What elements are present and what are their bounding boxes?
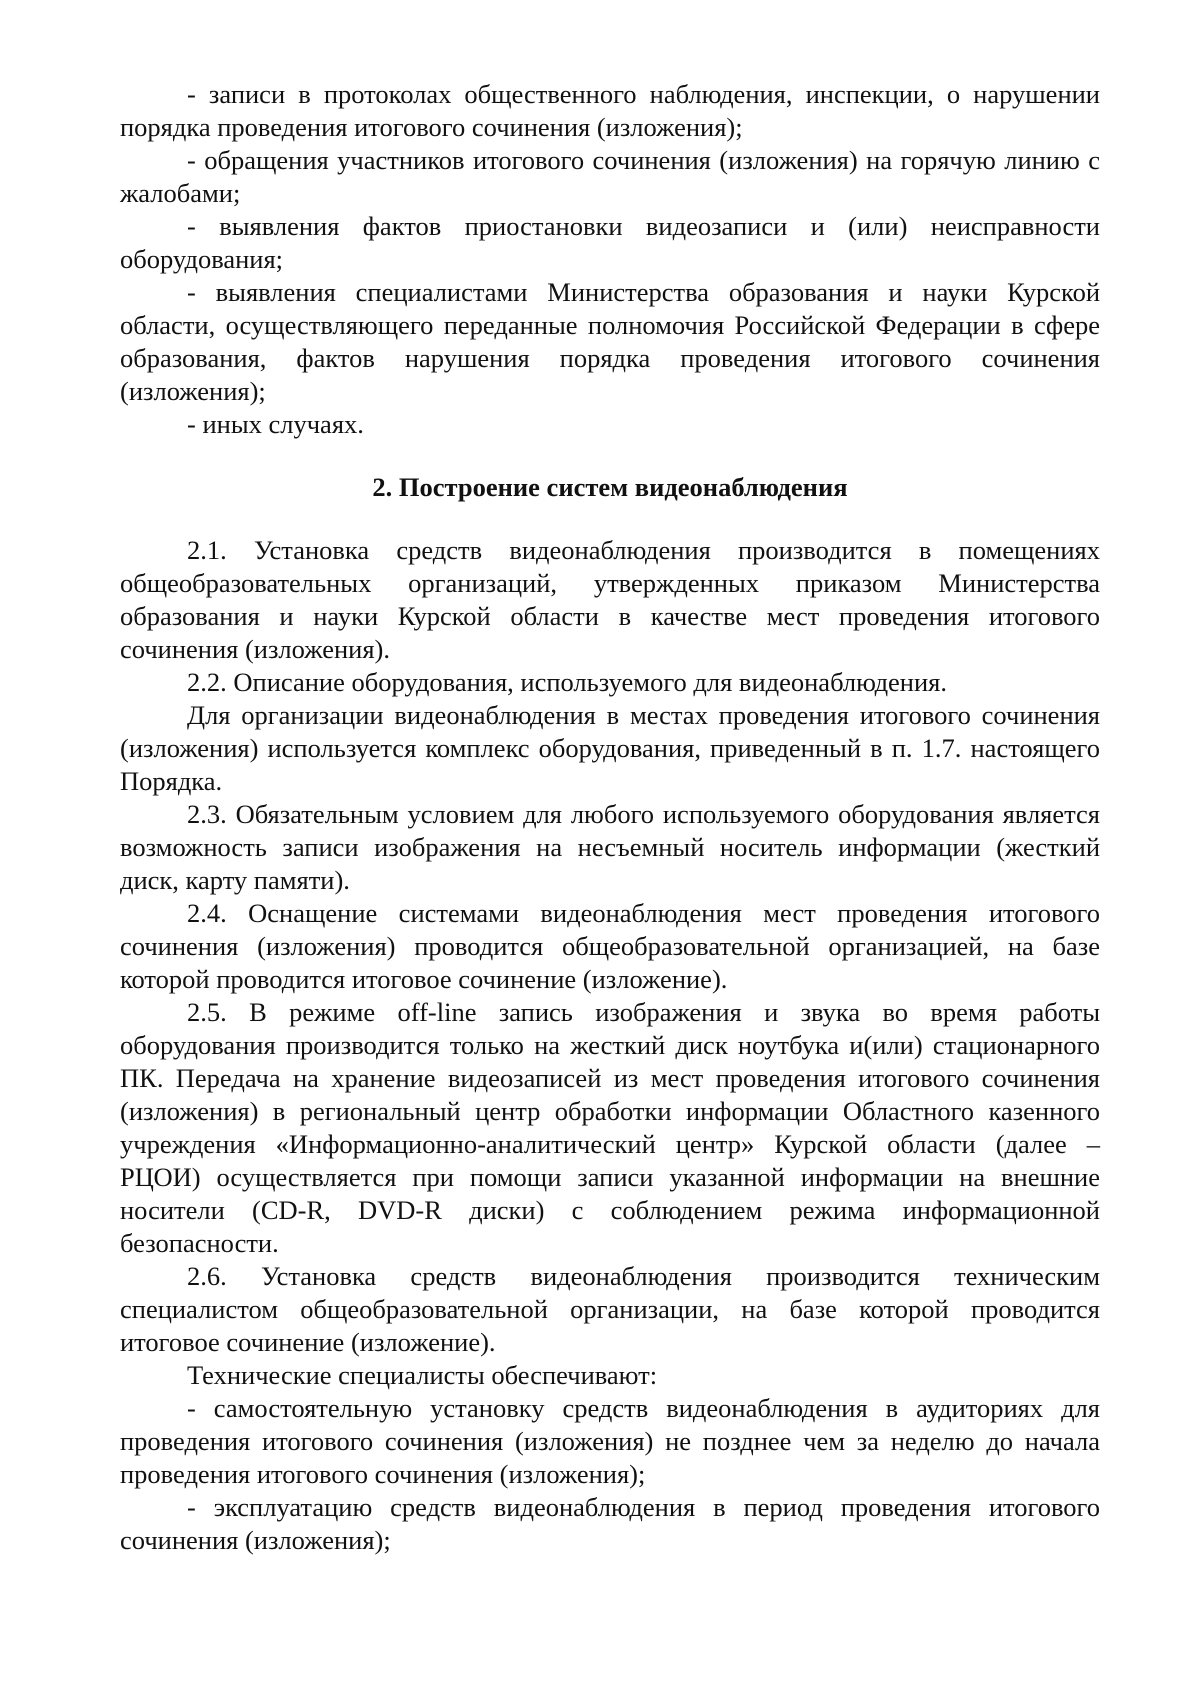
paragraph-2-6: 2.6. Установка средств видеонаблюдения производится техническим специалистом общеобразовательной организации, на базе которой проводится итоговое сочинение (изложение). [120, 1261, 1100, 1357]
list-item-video-suspension: - выявления фактов приостановки видеозаписи и (или) неисправности оборудования; [120, 211, 1100, 274]
list-item-other-cases: - иных случаях. [187, 409, 364, 439]
list-item-installation: - самостоятельную установку средств видеонаблюдения в аудиториях для проведения итогового сочинения (изложения) не позднее чем за неделю до начала проведения итогового сочинения (изложения); [120, 1393, 1100, 1489]
paragraph-2-2-details: Для организации видеонаблюдения в местах проведения итогового сочинения (изложения) используется комплекс оборудования, приведенный в п. 1.7. настоящего Порядка. [120, 700, 1100, 796]
paragraph-2-1: 2.1. Установка средств видеонаблюдения производится в помещениях общеобразовательных организаций, утвержденных приказом Министерства образования и науки Курской области в качестве мест проведения итогового сочинения (изложения). [120, 535, 1100, 664]
list-item-ministry-violations: - выявления специалистами Министерства образования и науки Курской области, осуществляющего переданные полномочия Российской Федерации в сфере образования, фактов нарушения порядка проведения итогового сочинения (изложения); [120, 277, 1100, 406]
list-item-protocol-records: - записи в протоколах общественного наблюдения, инспекции, о нарушении порядка проведения итогового сочинения (изложения); [120, 79, 1100, 142]
paragraph-2-4: 2.4. Оснащение системами видеонаблюдения мест проведения итогового сочинения (изложения) проводится общеобразовательной организацией, на базе которой проводится итоговое сочинение (изложение). [120, 898, 1100, 994]
paragraph-2-3: 2.3. Обязательным условием для любого используемого оборудования является возможность записи изображения на несъемный носитель информации (жесткий диск, карту памяти). [120, 799, 1100, 895]
paragraph-tech-specialists: Технические специалисты обеспечивают: [187, 1360, 658, 1390]
document-page [120, 78, 1100, 1557]
list-item-hotline-complaints: - обращения участников итогового сочинения (изложения) на горячую линию с жалобами; [120, 145, 1100, 208]
section-heading: 2. Построение систем видеонаблюдения [372, 472, 848, 502]
paragraph-2-2: 2.2. Описание оборудования, используемого для видеонаблюдения. [187, 667, 947, 697]
list-item-operation: - эксплуатацию средств видеонаблюдения в период проведения итогового сочинения (изложения); [120, 1492, 1100, 1555]
paragraph-2-5: 2.5. В режиме off-line запись изображения и звука во время работы оборудования производится только на жесткий диск ноутбука и(или) стационарного ПК. Передача на хранение видеозаписей из мест проведения итогового сочинения (изложения) в региональный центр обработки информации Областного казенного учреждения «Информационно-аналитический центр» Курской области (далее – РЦОИ) осуществляется при помощи записи указанной информации на внешние носители (CD-R, DVD-R диски) с соблюдением режима информационной безопасности. [120, 997, 1100, 1258]
